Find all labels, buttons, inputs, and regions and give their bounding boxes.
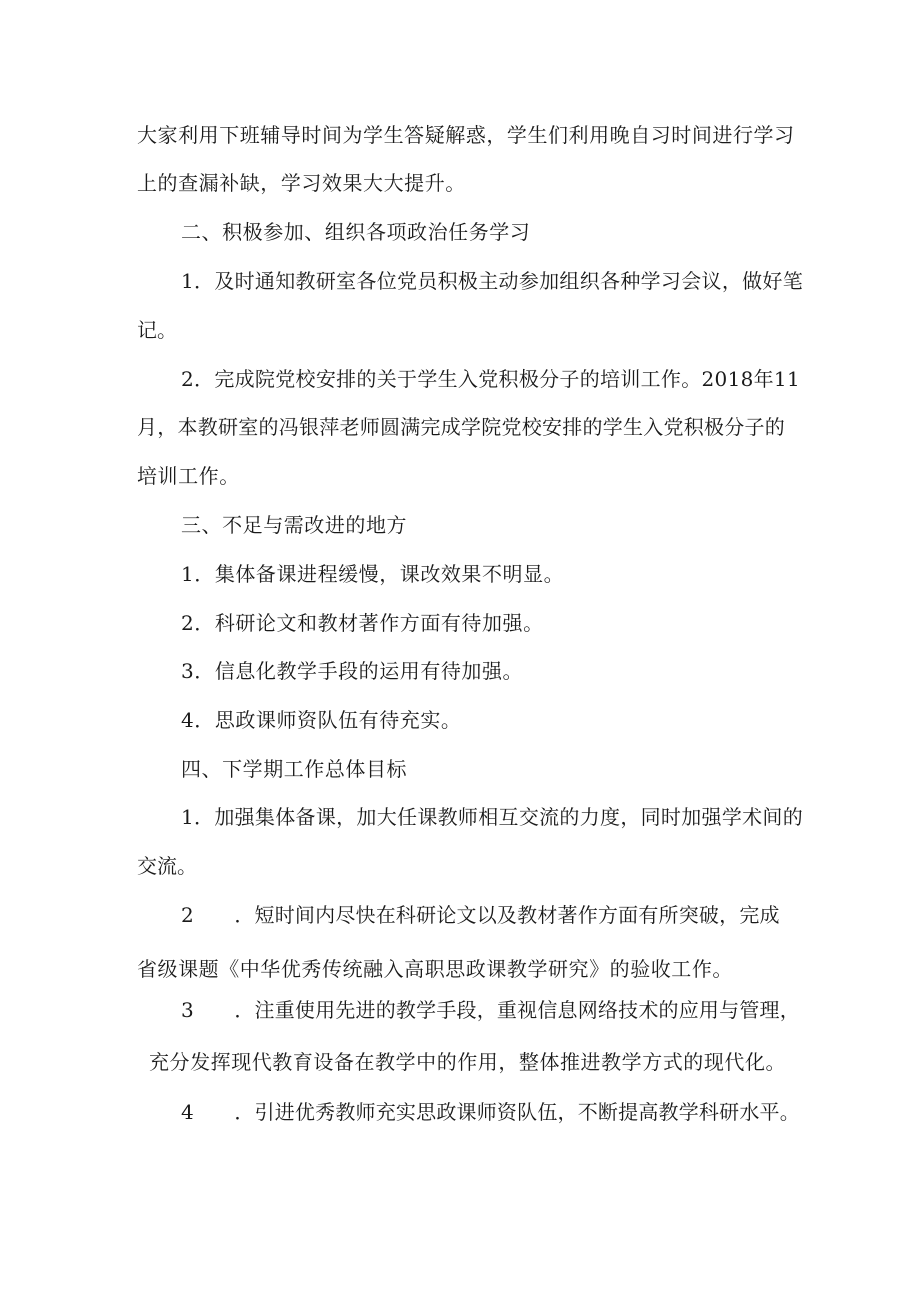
text-line: 交流。 (137, 854, 197, 878)
text-line: 3 ．注重使用先进的教学手段，重视信息网络技术的应用与管理， (181, 998, 800, 1022)
text-line: 2 ．短时间内尽快在科研论文以及教材著作方面有所突破，完成 (181, 903, 780, 927)
text-line: 大家利用下班辅导时间为学生答疑解惑，学生们利用晚自习时间进行学习 (137, 123, 795, 147)
text-line: 1．加强集体备课，加大任课教师相互交流的力度，同时加强学术间的 (181, 805, 804, 829)
text-line: 记。 (137, 318, 177, 342)
section-heading: 二、积极参加、组织各项政治任务学习 (181, 220, 531, 244)
text-line: 2．完成院党校安排的关于学生入党积极分子的培训工作。2018年11 (181, 367, 800, 391)
section-heading: 四、下学期工作总体目标 (181, 757, 408, 781)
section-heading: 三、不足与需改进的地方 (181, 513, 408, 537)
text-line: 上的查漏补缺，学习效果大大提升。 (137, 171, 466, 195)
text-line: 1．及时通知教研室各位党员积极主动参加组织各种学习会议，做好笔 (181, 269, 804, 293)
text-line: 4．思政课师资队伍有待充实。 (181, 708, 462, 732)
text-line: 省级课题《中华优秀传统融入高职思政课教学研究》的验收工作。 (137, 957, 733, 981)
text-line: 2．科研论文和教材著作方面有待加强。 (181, 611, 544, 635)
text-line: 1．集体备课进程缓慢，课改效果不明显。 (181, 562, 565, 586)
text-line: 3．信息化教学手段的运用有待加强。 (181, 659, 524, 683)
text-line: 培训工作。 (137, 464, 240, 488)
text-line: 4 ．引进优秀教师充实思政课师资队伍，不断提高教学科研水平。 (181, 1100, 800, 1124)
text-line: 月，本教研室的冯银萍老师圆满完成学院党校安排的学生入党积极分子的 (137, 415, 785, 439)
text-line: 充分发挥现代教育设备在教学中的作用，整体推进教学方式的现代化。 (149, 1050, 787, 1074)
